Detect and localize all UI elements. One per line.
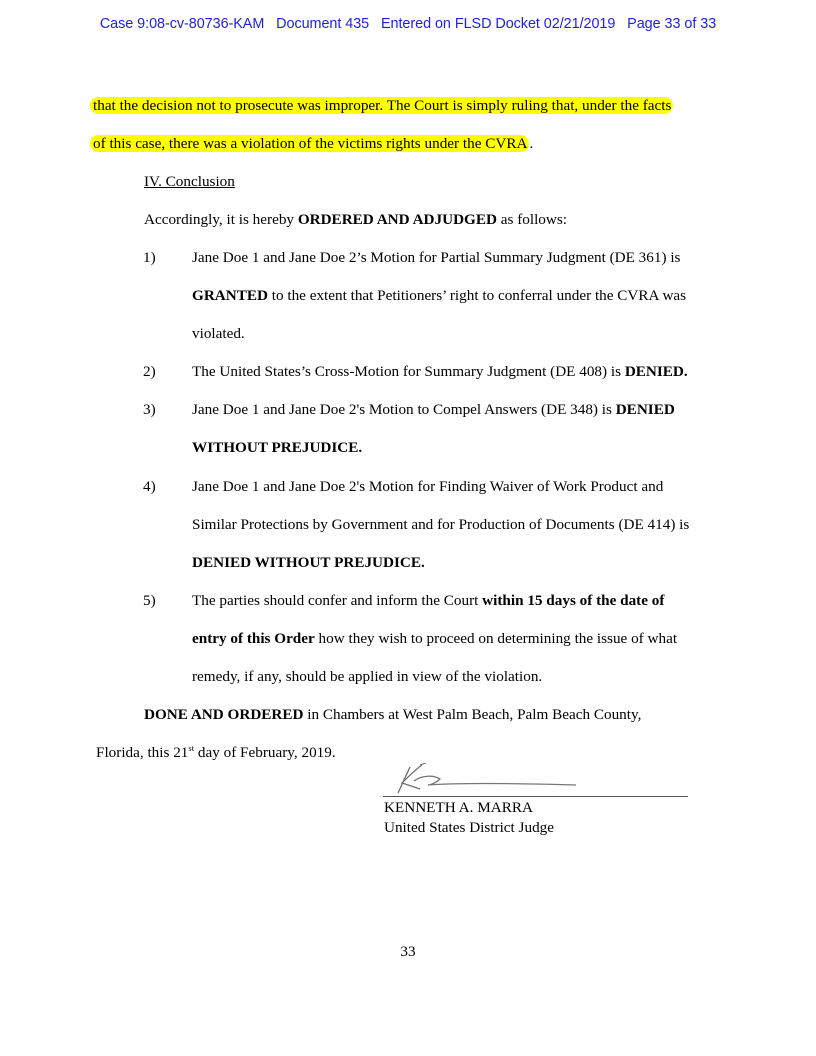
order-text: The parties should confer and inform the Court xyxy=(192,592,483,609)
signature-line xyxy=(383,796,688,797)
continuation-line-2 xyxy=(90,133,533,155)
order-text: Jane Doe 1 and Jane Doe 2's Motion to Compel Answers (DE 348) is xyxy=(192,401,616,418)
page-number: 33 xyxy=(400,943,416,960)
closing-line-1 xyxy=(144,704,641,726)
closing-date-text: Florida, this 21 xyxy=(96,744,189,761)
ruling-denied: DENIED. xyxy=(624,363,688,380)
order-number: 2) xyxy=(143,363,156,380)
highlighted-text: that the decision not to prosecute was improper. The Court is simply ruling that, under the facts xyxy=(90,97,673,114)
intro-text: Accordingly, it is hereby xyxy=(144,211,298,228)
deadline-bold-text: entry of this Order xyxy=(192,630,315,647)
order-line xyxy=(192,399,675,421)
highlighted-text: of this case, there was a violation of the victims rights under the CVRA xyxy=(90,135,529,152)
order-line xyxy=(192,590,664,612)
order-text: to the extent that Petitioners’ right to conferral under the CVRA was xyxy=(267,287,687,304)
judge-name: KENNETH A. MARRA xyxy=(384,799,533,816)
section-heading: IV. Conclusion xyxy=(144,173,235,190)
ruling-qualifier: WITHOUT PREJUDICE. xyxy=(192,439,363,456)
ordinal-suffix: st xyxy=(188,743,195,753)
continuation-line-1 xyxy=(90,95,673,117)
order-line xyxy=(192,552,425,574)
order-text: how they wish to proceed on determining the issue of what xyxy=(314,630,678,647)
order-line: Similar Protections by Government and for Production of Documents (DE 414) is xyxy=(192,516,690,533)
order-line xyxy=(192,437,362,459)
order-line xyxy=(192,285,686,307)
conclusion-intro xyxy=(144,209,567,231)
closing-text: in Chambers at West Palm Beach, Palm Beach County, xyxy=(303,706,642,723)
order-line: violated. xyxy=(192,325,245,342)
order-line: remedy, if any, should be applied in view of the violation. xyxy=(192,668,543,685)
order-number: 5) xyxy=(143,592,156,609)
docket-header-stamp: Case 9:08-cv-80736-KAM Document 435 Entered on FLSD Docket 02/21/2019 Page 33 of 33 xyxy=(99,16,717,32)
order-number: 3) xyxy=(143,401,156,418)
closing-date-tail: day of February, 2019. xyxy=(194,744,336,761)
ruling-granted: GRANTED xyxy=(192,287,268,304)
order-line: Jane Doe 1 and Jane Doe 2’s Motion for Partial Summary Judgment (DE 361) is xyxy=(192,249,681,266)
order-number: 1) xyxy=(143,249,156,266)
order-number: 4) xyxy=(143,478,156,495)
continuation-period: . xyxy=(529,135,534,152)
deadline-bold-text: within 15 days of the date of xyxy=(482,592,665,609)
ruling-denied: DENIED WITHOUT PREJUDICE. xyxy=(192,554,425,571)
intro-text-tail: as follows: xyxy=(496,211,567,228)
order-line: Jane Doe 1 and Jane Doe 2's Motion for Finding Waiver of Work Product and xyxy=(192,478,664,495)
order-line xyxy=(192,361,688,383)
ruling-denied: DENIED xyxy=(615,401,675,418)
order-text: The United States’s Cross-Motion for Summary Judgment (DE 408) is xyxy=(192,363,625,380)
judge-title: United States District Judge xyxy=(384,819,554,836)
closing-bold-text: DONE AND ORDERED xyxy=(144,706,304,723)
intro-bold-text: ORDERED AND ADJUDGED xyxy=(297,211,497,228)
order-line xyxy=(192,628,677,650)
closing-line-2 xyxy=(96,742,336,764)
